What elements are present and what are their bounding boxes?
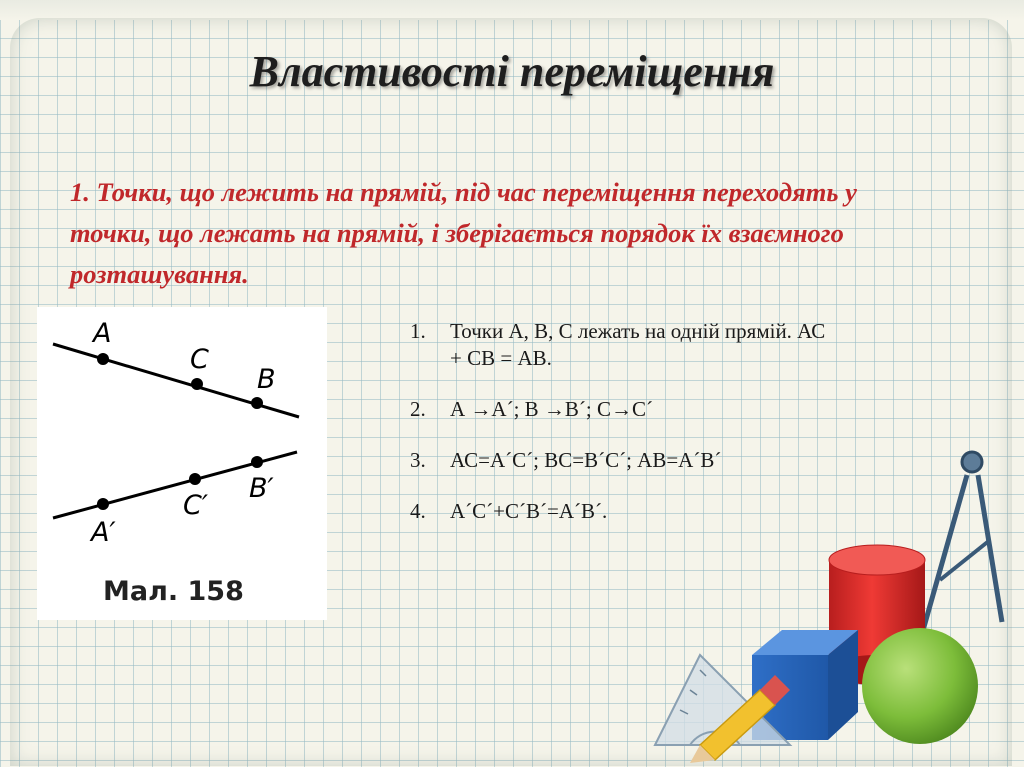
property-number: 3.	[410, 448, 426, 472]
label-b1: B′	[249, 473, 274, 504]
point-a	[97, 353, 109, 365]
slide-title: Властивості переміщення	[249, 47, 775, 96]
point-b1	[251, 456, 263, 468]
point-a1	[97, 498, 109, 510]
property-text: А´С´+С´В´=А´В´.	[450, 499, 608, 523]
label-c1: C′	[183, 490, 208, 521]
point-c1	[189, 473, 201, 485]
point-c	[191, 378, 203, 390]
property-number: 4.	[410, 499, 426, 523]
property-number: 2.	[410, 397, 426, 421]
property-text: Точки А, В, С лежать на одній прямій. АС + СВ = АВ.	[450, 319, 826, 370]
property-item	[410, 447, 830, 474]
properties-list	[410, 318, 830, 549]
point-b	[251, 397, 263, 409]
property-item	[410, 498, 830, 525]
figure-158	[37, 307, 327, 620]
label-b: B	[257, 364, 276, 395]
property-text: АС=А´С´; ВС=В´С´; АВ=А´В´	[450, 448, 722, 472]
figure-diagram	[37, 307, 327, 620]
property-text: А →А´; В →В´; С→С´	[450, 397, 654, 421]
property-item	[410, 318, 830, 372]
label-c: C	[190, 344, 209, 375]
label-a: A	[93, 318, 112, 349]
property-item	[410, 396, 830, 423]
label-a1: A′	[91, 517, 116, 548]
rule-statement: 1. Точки, що лежить на прямій, під час переміщення переходять у точки, що лежать на прямій, і зберігається порядок їх взаємного розташування.	[70, 177, 857, 289]
figure-caption: Мал. 158	[103, 576, 244, 607]
top-band	[0, 0, 1024, 20]
property-number: 1.	[410, 319, 426, 343]
